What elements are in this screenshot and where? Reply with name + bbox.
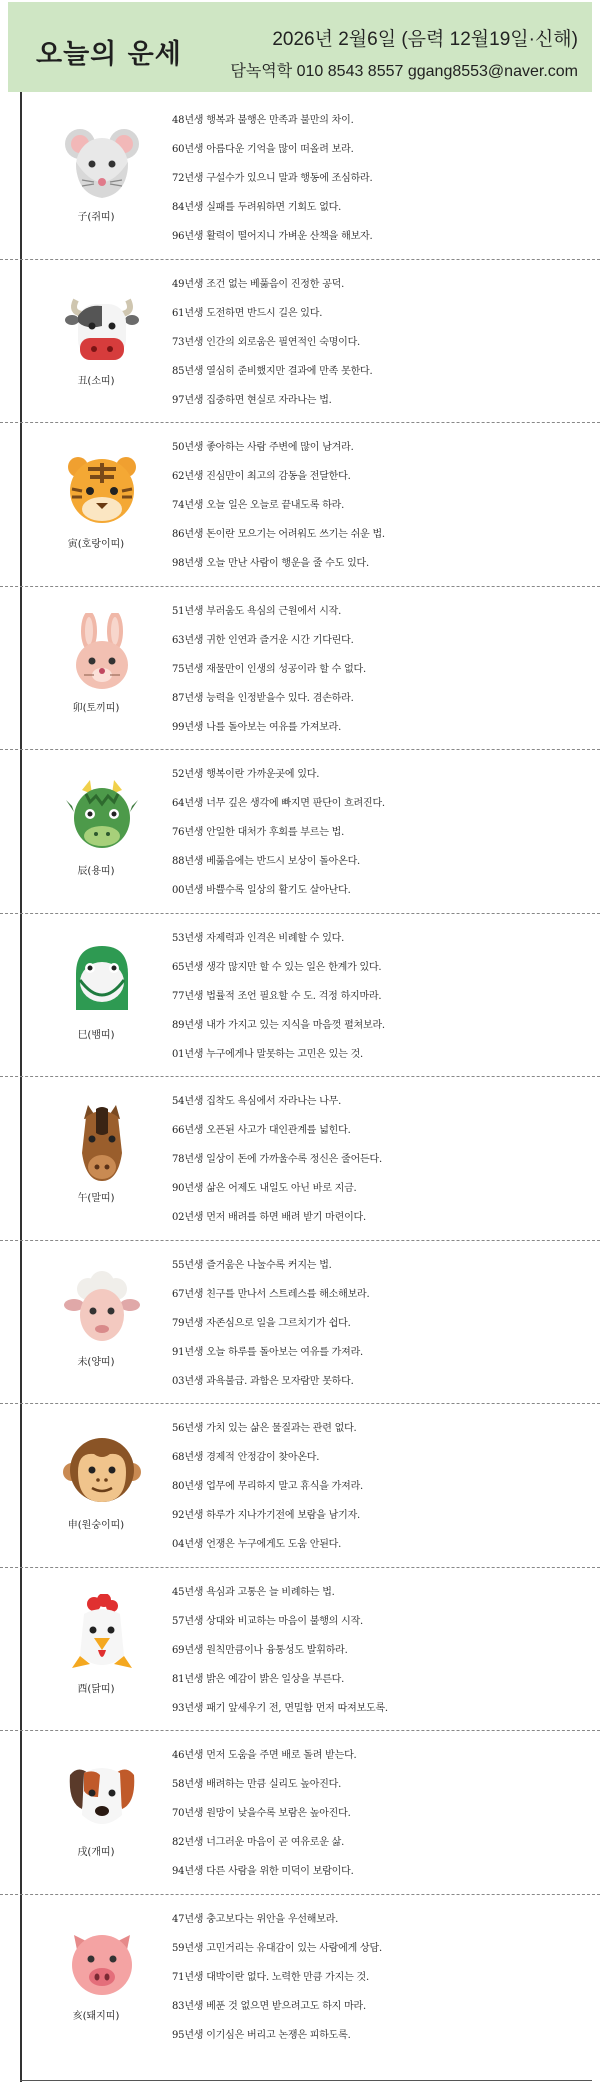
fortune-line: 70년생 원망이 낮을수록 보람은 높아진다. — [172, 1808, 351, 1819]
zodiac-animal — [22, 1568, 170, 1728]
fortune-line: 96년생 활력이 떨어지니 가벼운 산책을 해보자. — [172, 231, 373, 242]
fortune-lines — [172, 106, 592, 251]
zodiac-animal — [22, 1241, 170, 1401]
fortune-line: 68년생 경제적 안정감이 찾아온다. — [172, 1452, 320, 1463]
zodiac-animal — [22, 1731, 170, 1891]
fortune-lines — [172, 1251, 592, 1396]
fortune-line: 82년생 너그러운 마음이 곧 여유로운 삶. — [172, 1837, 345, 1848]
zodiac-animal — [22, 1404, 170, 1564]
tiger-icon — [62, 449, 142, 529]
fortune-line: 64년생 너무 깊은 생각에 빠지면 판단이 흐려진다. — [172, 798, 385, 809]
fortune-line: 60년생 아름다운 기억을 많이 떠올려 보라. — [172, 144, 354, 155]
fortune-line: 84년생 실패를 두려워하면 기회도 없다. — [172, 202, 342, 213]
bottom-rule — [20, 2080, 592, 2081]
fortune-line: 85년생 열심히 준비했지만 결과에 만족 못한다. — [172, 365, 373, 377]
zodiac-label: 未(양띠) — [77, 1356, 115, 1368]
zodiac-label: 丑(소띠) — [77, 375, 115, 387]
zodiac-label: 辰(용띠) — [77, 866, 115, 877]
fortune-line: 87년생 능력을 인정받을수 있다. 겸손하라. — [172, 692, 354, 704]
zodiac-section — [0, 1076, 600, 1240]
zodiac-section — [0, 1567, 600, 1731]
zodiac-animal — [22, 750, 170, 910]
horse-icon — [62, 1103, 142, 1183]
zodiac-label: 巳(뱀띠) — [77, 1029, 115, 1041]
fortune-line: 93년생 패기 앞세우기 전, 면밀함 먼저 따져보도록. — [172, 1702, 388, 1714]
fortune-lines — [172, 924, 592, 1069]
fortune-line: 55년생 즐거움은 나눌수록 커지는 법. — [172, 1259, 332, 1271]
fortune-line: 65년생 생각 많지만 할 수 있는 일은 한계가 있다. — [172, 961, 382, 973]
fortune-line: 97년생 집중하면 현실로 자라나는 법. — [172, 394, 332, 406]
fortune-line: 57년생 상대와 비교하는 마음이 불행의 시작. — [172, 1615, 364, 1627]
fortune-line: 94년생 다른 사람을 위한 미덕이 보람이다. — [172, 1866, 354, 1877]
fortune-line: 77년생 법률적 조언 필요할 수 도. 걱정 하지마라. — [172, 990, 382, 1002]
rabbit-icon — [62, 613, 142, 693]
fortune-line: 58년생 배려하는 만큼 실리도 높아진다. — [172, 1779, 342, 1790]
date-line: 2026년 2월6일 (음력 12월19일·신해) — [272, 29, 578, 50]
zodiac-animal — [22, 260, 170, 420]
zodiac-section — [0, 1730, 600, 1894]
zodiac-label: 子(쥐띠) — [77, 212, 115, 223]
rat-icon — [62, 122, 142, 202]
zodiac-section — [0, 1240, 600, 1404]
snake-icon — [62, 940, 142, 1020]
dragon-icon — [62, 776, 142, 856]
zodiac-animal — [22, 1077, 170, 1237]
zodiac-section — [0, 96, 600, 259]
zodiac-animal — [22, 1895, 170, 2055]
fortune-line: 03년생 과욕불급. 과함은 모자람만 못하다. — [172, 1375, 354, 1387]
fortune-line: 88년생 베풂음에는 반드시 보상이 돌아온다. — [172, 856, 361, 867]
fortune-line: 74년생 오늘 일은 오늘로 끝내도록 하라. — [172, 500, 345, 511]
fortune-lines — [172, 1741, 592, 1886]
fortune-line: 73년생 인간의 외로움은 필연적인 숙명이다. — [172, 336, 361, 348]
zodiac-section — [0, 586, 600, 750]
fortune-lines — [172, 1087, 592, 1232]
fortune-line: 92년생 하루가 지나가기전에 보람을 남기자. — [172, 1510, 361, 1521]
zodiac-label: 酉(닭띠) — [77, 1683, 115, 1695]
fortune-line: 75년생 재물만이 인생의 성공이라 할 수 없다. — [172, 663, 366, 675]
fortune-line: 50년생 좋아하는 사람 주변에 많이 남겨라. — [172, 442, 354, 453]
page-title: 오늘의 운세 — [36, 39, 182, 70]
fortune-line: 00년생 바쁠수록 일상의 활기도 살아난다. — [172, 885, 351, 896]
zodiac-animal — [22, 587, 170, 747]
sheep-icon — [62, 1267, 142, 1347]
fortune-line: 51년생 부러움도 욕심의 근원에서 시작. — [172, 605, 342, 617]
rooster-icon — [62, 1594, 142, 1674]
zodiac-section — [0, 1403, 600, 1567]
fortune-line: 52년생 행복이란 가까운곳에 있다. — [172, 769, 320, 780]
fortune-line: 62년생 진심만이 최고의 감동을 전달한다. — [172, 471, 351, 482]
pig-icon — [62, 1921, 142, 2001]
fortune-line: 56년생 가치 있는 삶은 물질과는 관련 없다. — [172, 1423, 357, 1434]
zodiac-label: 午(말띠) — [77, 1193, 115, 1204]
header-banner — [8, 2, 592, 92]
fortune-line: 61년생 도전하면 반드시 길은 있다. — [172, 307, 323, 319]
fortune-line: 45년생 욕심과 고통은 늘 비례하는 법. — [172, 1586, 335, 1598]
fortune-line: 47년생 충고보다는 위안을 우선해보라. — [172, 1913, 339, 1925]
fortune-list — [0, 96, 600, 2057]
fortune-lines — [172, 1905, 592, 2050]
fortune-line: 99년생 나를 돌아보는 여유를 가져보라. — [172, 721, 342, 733]
fortune-lines — [172, 270, 592, 415]
zodiac-label: 寅(호랑이띠) — [67, 539, 125, 550]
fortune-lines — [172, 1578, 592, 1723]
ox-icon — [62, 286, 142, 366]
fortune-line: 02년생 먼저 배려를 하면 배려 받기 마련이다. — [172, 1212, 366, 1223]
fortune-line: 04년생 언쟁은 누구에게도 도움 안된다. — [172, 1539, 342, 1550]
zodiac-label: 亥(돼지띠) — [72, 2010, 120, 2022]
dog-icon — [62, 1757, 142, 1837]
zodiac-animal — [22, 423, 170, 583]
fortune-line: 54년생 집착도 욕심에서 자라나는 나무. — [172, 1096, 342, 1107]
fortune-line: 66년생 오픈된 사고가 대인관계를 넓힌다. — [172, 1125, 351, 1136]
zodiac-section — [0, 749, 600, 913]
zodiac-section — [0, 259, 600, 423]
fortune-line: 90년생 삶은 어제도 내일도 아닌 바로 지금. — [172, 1183, 357, 1194]
fortune-line: 48년생 행복과 불행은 만족과 불만의 차이. — [172, 115, 354, 126]
zodiac-section — [0, 422, 600, 586]
fortune-line: 53년생 자제력과 인격은 비례할 수 있다. — [172, 932, 345, 944]
zodiac-label: 卯(토끼띠) — [72, 702, 120, 714]
fortune-line: 91년생 오늘 하루를 돌아보는 여유를 가져라. — [172, 1346, 364, 1358]
fortune-line: 81년생 밝은 예감이 밝은 일상을 부른다. — [172, 1673, 345, 1685]
fortune-line: 71년생 대박이란 없다. 노력한 만큼 가지는 것. — [172, 1971, 369, 1983]
fortune-line: 72년생 구설수가 있으니 말과 행동에 조심하라. — [172, 173, 373, 184]
fortune-lines — [172, 597, 592, 742]
fortune-line: 95년생 이기심은 버리고 논쟁은 피하도록. — [172, 2029, 351, 2041]
zodiac-label: 戌(개띠) — [77, 1847, 115, 1858]
fortune-line: 86년생 돈이란 모으기는 어려워도 쓰기는 쉬운 법. — [172, 529, 385, 540]
zodiac-section — [0, 1894, 600, 2058]
zodiac-animal — [22, 96, 170, 256]
fortune-line: 78년생 일상이 돈에 가까울수록 정신은 줄어든다. — [172, 1154, 382, 1165]
fortune-line: 89년생 내가 가지고 있는 지식을 마음껏 펼쳐보라. — [172, 1019, 385, 1031]
fortune-line: 67년생 친구를 만나서 스트레스를 해소해보라. — [172, 1288, 370, 1300]
fortune-line: 98년생 오늘 만난 사람이 행운을 줄 수도 있다. — [172, 558, 369, 569]
fortune-lines — [172, 760, 592, 905]
fortune-line: 01년생 누구에게나 말못하는 고민은 있는 것. — [172, 1048, 364, 1060]
fortune-line: 49년생 조건 없는 베풂음이 진정한 공덕. — [172, 278, 345, 290]
fortune-line: 76년생 안일한 대처가 후회를 부르는 법. — [172, 827, 345, 838]
fortune-lines — [172, 433, 592, 578]
fortune-line: 63년생 귀한 인연과 즐거운 시간 기다린다. — [172, 634, 354, 646]
fortune-line: 59년생 고민거리는 유대감이 있는 사람에게 상담. — [172, 1942, 382, 1954]
fortune-line: 80년생 업무에 무리하지 말고 휴식을 가져라. — [172, 1481, 364, 1492]
monkey-icon — [62, 1430, 142, 1510]
zodiac-animal — [22, 914, 170, 1074]
fortune-line: 79년생 자존심으로 일을 그르치기가 쉽다. — [172, 1317, 351, 1329]
fortune-lines — [172, 1414, 592, 1559]
contact-line: 담녹역학 010 8543 8557 ggang8553@naver.com — [230, 63, 578, 80]
zodiac-section — [0, 913, 600, 1077]
zodiac-label: 申(원숭이띠) — [67, 1520, 125, 1531]
fortune-line: 46년생 먼저 도움을 주면 배로 돌려 받는다. — [172, 1750, 357, 1761]
fortune-line: 83년생 베푼 것 없으면 받으려고도 하지 마라. — [172, 2000, 366, 2012]
fortune-line: 69년생 원칙만큼이나 융통성도 발휘하라. — [172, 1644, 348, 1656]
